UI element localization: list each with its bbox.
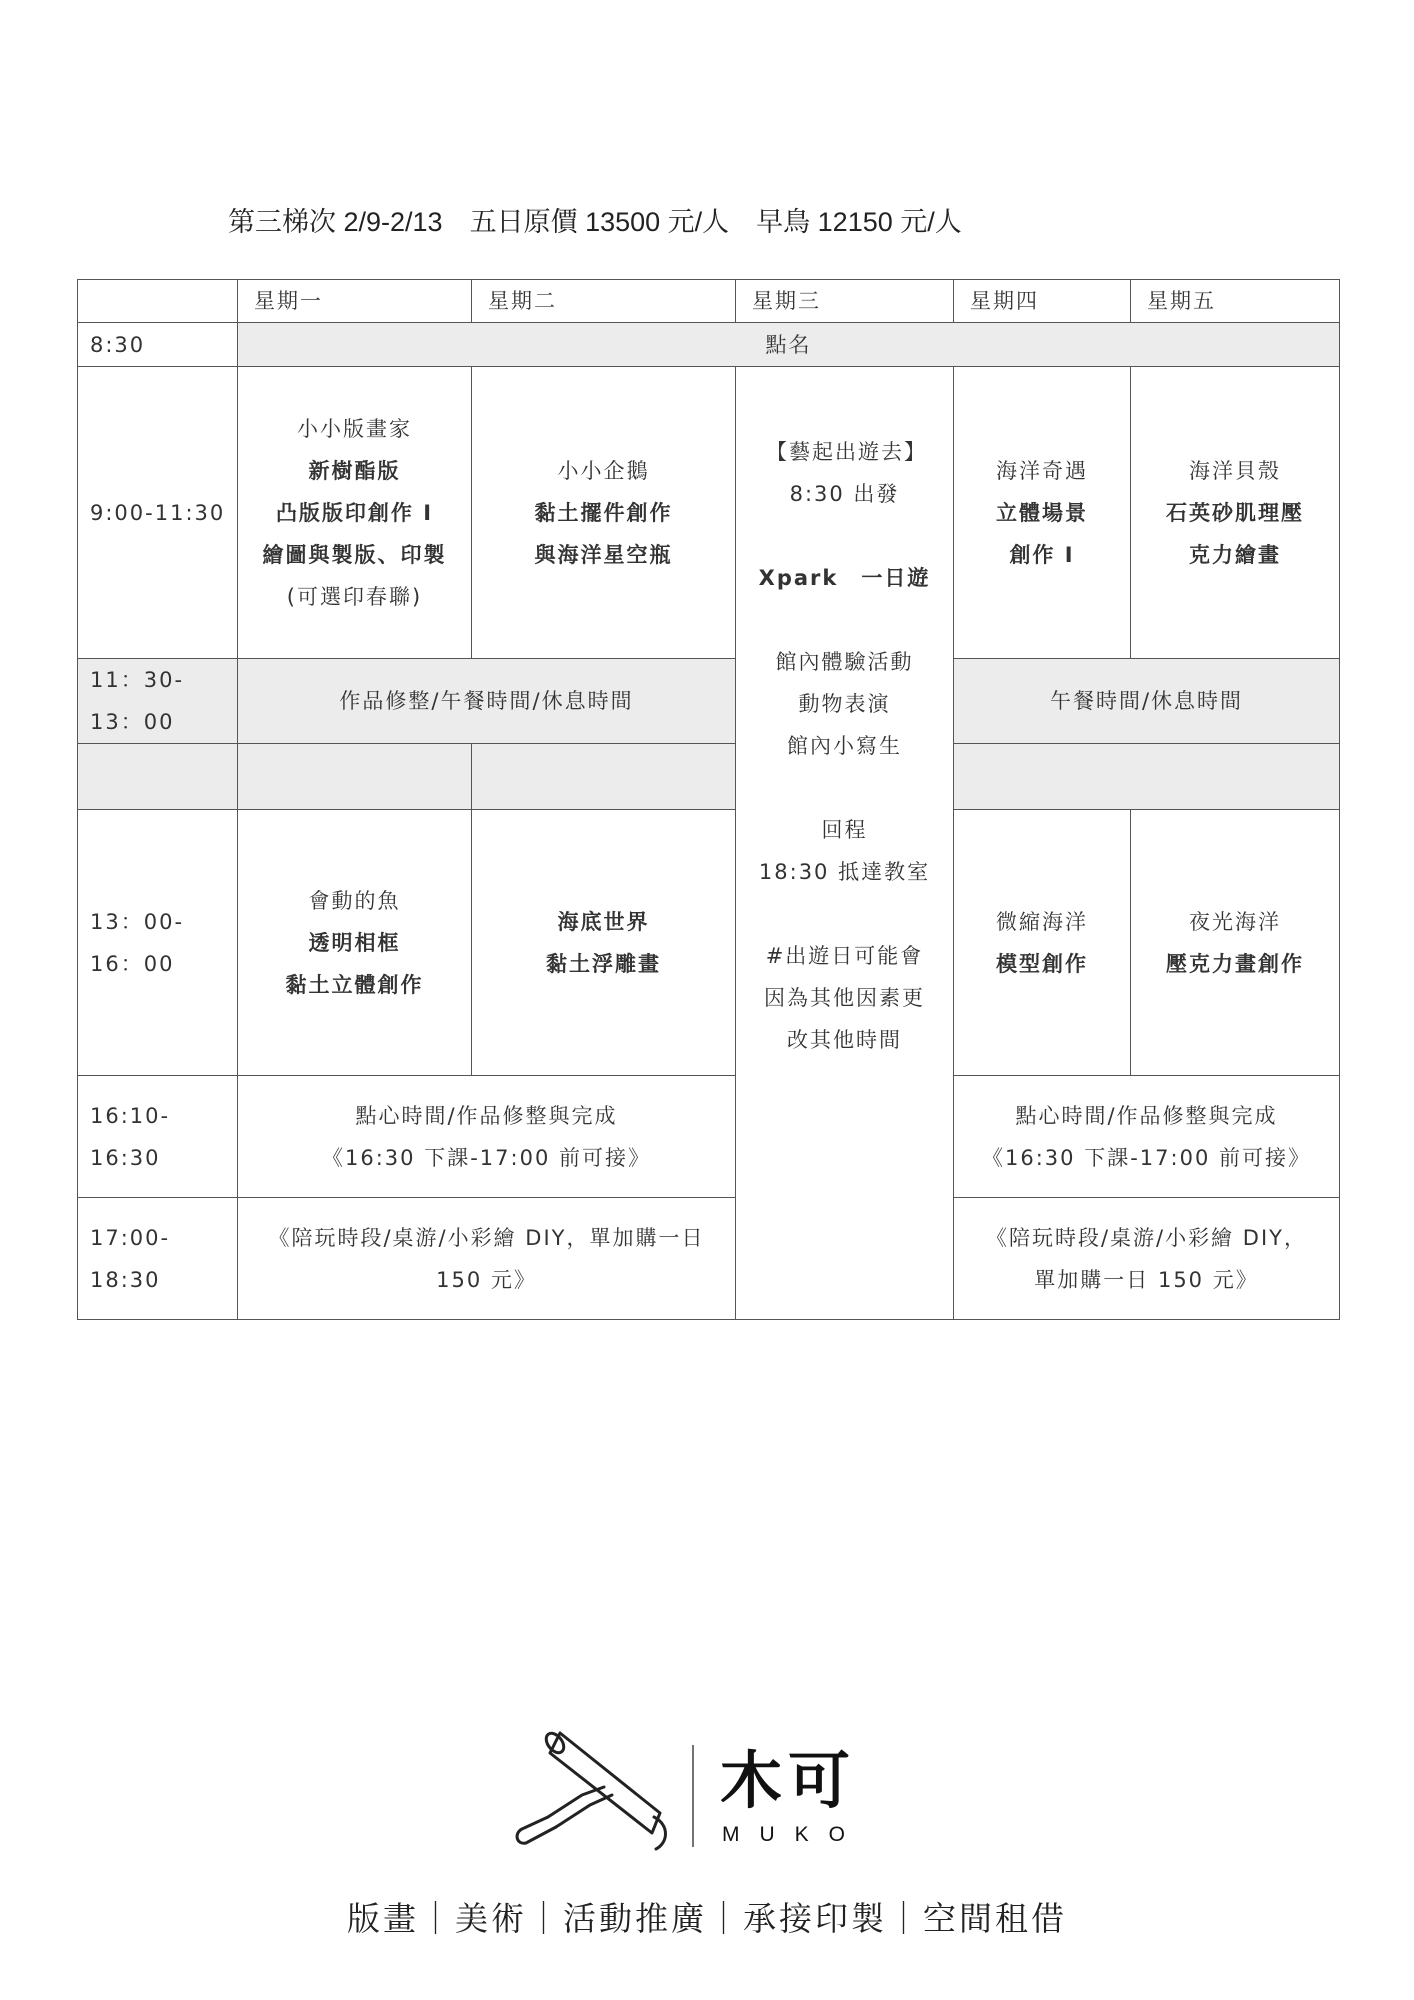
time-cell: 16:10-16:30 [78,1076,238,1198]
pickup-text: 《16:30 下課-17:00 前可接》 [322,1145,651,1170]
spacer-row [78,744,1340,810]
lunch-row [78,659,1340,744]
activity-title: 立體場景 [996,500,1088,525]
empty-cell [238,744,472,810]
time-cell: 13：00-16：00 [78,810,238,1076]
activity-subtitle: 小小版畫家 [297,416,412,441]
time-cell: 9:00-11:30 [78,367,238,659]
activity-title: 黏土浮雕畫 [546,951,661,976]
logo-latin-name: MUKO [722,1823,865,1846]
afternoon-row [78,810,1340,1076]
trip-notice: #出遊日可能會因為其他因素更改其他時間 [764,944,925,1052]
checkin-row [78,323,1340,367]
activity-subtitle: 海洋貝殼 [1189,458,1281,483]
activity-title: 壓克力畫創作 [1166,951,1304,976]
muko-logo [508,1725,870,1855]
activity-title: 模型創作 [996,951,1088,976]
weekday-header-row [78,280,1340,323]
activity-title: 石英砂肌理壓 [1166,500,1304,525]
morning-row [78,367,1340,659]
play-cell-right: 《陪玩時段/桌游/小彩繪 DIY，單加購一日 150 元》 [954,1198,1340,1320]
trip-depart: 8:30 出發 [789,482,900,506]
friday-afternoon-activity [1131,810,1340,1076]
monday-afternoon-activity [238,810,472,1076]
schedule-table [77,279,1340,1320]
header-tuesday: 星期二 [472,280,736,323]
trip-title: 【藝起出遊去】 [766,440,927,464]
activity-title: 創作 I [1009,542,1075,567]
activity-subtitle: 微縮海洋 [996,909,1088,934]
activity-title: 凸版版印創作 I [275,500,434,525]
pickup-text: 《16:30 下課-17:00 前可接》 [982,1145,1311,1170]
time-cell: 11：30-13：00 [78,659,238,744]
snack-text: 點心時間/作品修整與完成 [1015,1103,1278,1128]
snack-cell-left [238,1076,736,1198]
trip-return-time: 18:30 抵達教室 [758,860,931,884]
play-cell-left: 《陪玩時段/桌游/小彩繪 DIY，單加購一日 150 元》 [238,1198,736,1320]
services-tagline: 版畫｜美術｜活動推廣｜承接印製｜空間租借 [347,1899,1067,1938]
wednesday-trip-cell [736,367,954,1320]
snack-text: 點心時間/作品修整與完成 [355,1103,618,1128]
trip-activity: 館內體驗活動 [775,650,914,674]
logo-chinese-name: 木可 [720,1744,857,1817]
snack-cell-right [954,1076,1340,1198]
activity-subtitle: 小小企鵝 [557,458,650,483]
activity-subtitle: 海洋奇遇 [996,458,1088,483]
thursday-morning-activity [954,367,1131,659]
play-row [78,1198,1340,1320]
trip-activity: 動物表演 [798,692,891,716]
trip-destination: Xpark 一日遊 [758,566,931,590]
monday-morning-activity [238,367,472,659]
empty-cell [472,744,736,810]
trip-activity: 館內小寫生 [787,734,902,758]
activity-note: (可選印春聯) [286,584,423,609]
header-monday: 星期一 [238,280,472,323]
lunch-cell-left: 作品修整/午餐時間/休息時間 [238,659,736,744]
friday-morning-activity [1131,367,1340,659]
empty-cell [78,744,238,810]
activity-subtitle: 會動的魚 [308,888,401,913]
empty-cell [954,744,1340,810]
activity-title: 黏土擺件創作 [534,500,673,525]
tuesday-morning-activity [472,367,736,659]
activity-title: 黏土立體創作 [285,972,424,997]
header-thursday: 星期四 [954,280,1131,323]
trip-return-label: 回程 [821,818,868,842]
activity-title: 透明相框 [308,930,401,955]
checkin-cell: 點名 [238,323,1340,367]
thursday-afternoon-activity [954,810,1131,1076]
snack-row [78,1076,1340,1198]
time-cell: 17:00-18:30 [78,1198,238,1320]
activity-title: 與海洋星空瓶 [534,542,673,567]
corner-cell [78,280,238,323]
header-wednesday: 星期三 [736,280,954,323]
activity-title: 繪圖與製版、印製 [262,542,447,567]
lunch-cell-right: 午餐時間/休息時間 [954,659,1340,744]
activity-title: 新樹酯版 [308,458,401,483]
activity-subtitle: 夜光海洋 [1189,909,1281,934]
activity-title: 克力繪畫 [1189,542,1281,567]
page-title: 第三梯次 2/9-2/13 五日原價 13500 元/人 早鳥 12150 元/人 [228,207,962,237]
activity-title: 海底世界 [557,909,650,934]
tuesday-afternoon-activity [472,810,736,1076]
time-cell: 8:30 [78,323,238,367]
header-friday: 星期五 [1131,280,1340,323]
